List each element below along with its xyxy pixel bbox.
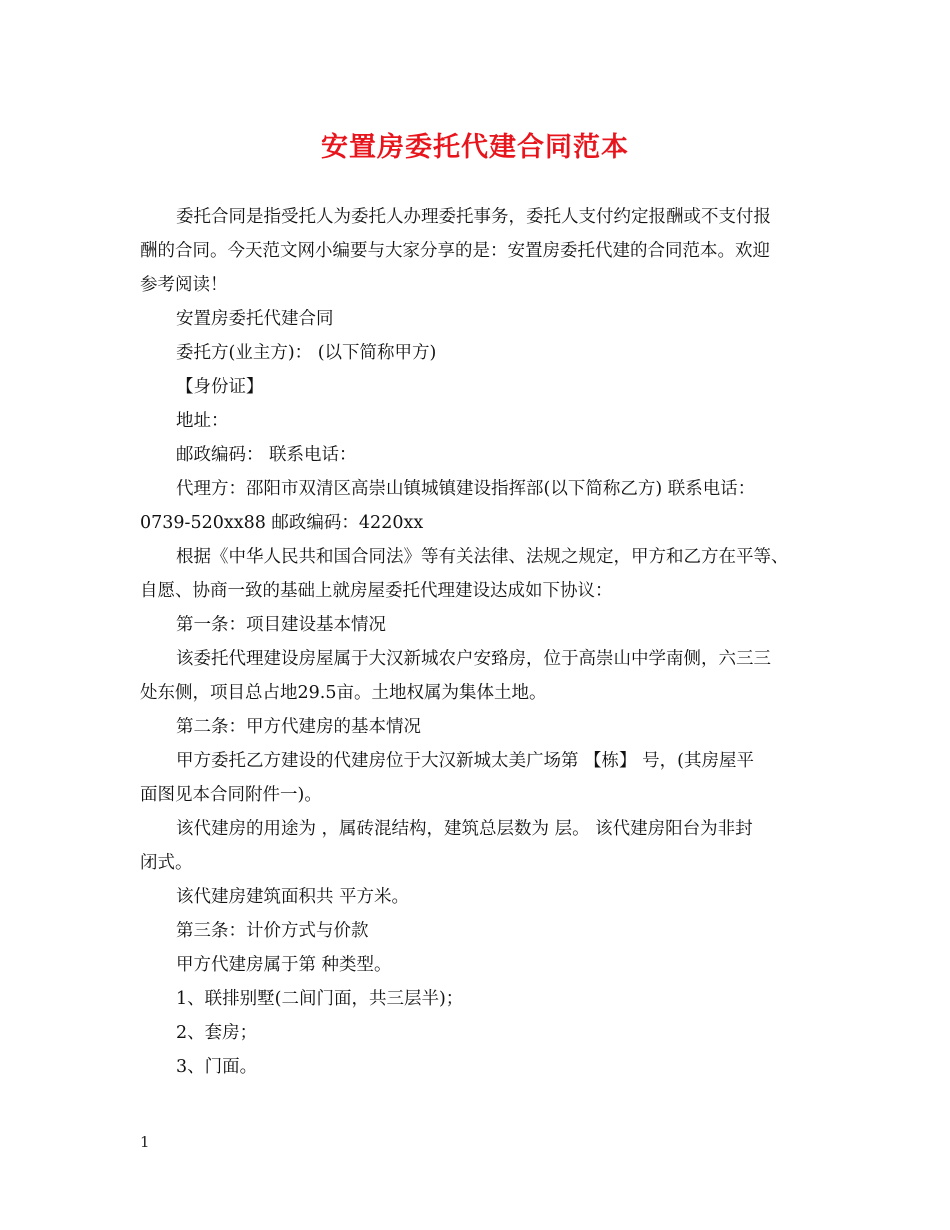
paragraph <box>140 438 812 472</box>
paragraph <box>140 608 812 642</box>
paragraph <box>140 744 812 812</box>
page-number: 1 <box>140 1133 150 1151</box>
document-title: 安置房委托代建合同范本 <box>321 132 629 163</box>
paragraph-line: 2、套房； <box>176 1023 258 1043</box>
paragraph-line: 邮政编码： 联系电话： <box>176 445 357 465</box>
paragraph-line: 处东侧，项目总占地29.5亩。土地权属为集体土地。 <box>140 683 547 703</box>
paragraph <box>140 812 812 880</box>
paragraph <box>140 336 812 370</box>
paragraph-line: 代理方：邵阳市双清区高崇山镇城镇建设指挥部(以下简称乙方) 联系电话： <box>176 479 756 499</box>
paragraph-line: 【身份证】 <box>176 377 264 397</box>
paragraph <box>140 982 812 1016</box>
paragraph <box>140 1050 812 1084</box>
paragraph <box>140 914 812 948</box>
paragraph <box>140 1016 812 1050</box>
paragraph-line: 0739-520xx88 邮政编码：4220xx <box>140 513 424 533</box>
paragraph-line: 参考阅读！ <box>140 275 228 295</box>
paragraph-line: 甲方代建房属于第 种类型。 <box>176 955 392 975</box>
paragraph-line: 委托合同是指受托人为委托人办理委托事务，委托人支付约定报酬或不支付报 <box>176 207 771 227</box>
paragraph <box>140 200 812 302</box>
paragraph-line: 该委托代理建设房屋属于大汉新城农户安臵房，位于高崇山中学南侧，六三三 <box>176 649 771 669</box>
paragraph-line: 3、门面。 <box>176 1057 258 1077</box>
paragraph-line: 地址： <box>176 411 229 431</box>
paragraph-line: 面图见本合同附件一)。 <box>140 785 322 805</box>
paragraph-line: 第二条：甲方代建房的基本情况 <box>176 717 421 737</box>
paragraph <box>140 642 812 710</box>
document-body <box>140 200 812 1084</box>
paragraph <box>140 302 812 336</box>
paragraph-line: 1、联排别墅(二间门面，共三层半)； <box>176 989 464 1009</box>
paragraph <box>140 472 812 540</box>
paragraph-line: 安置房委托代建合同 <box>176 309 334 329</box>
paragraph <box>140 404 812 438</box>
paragraph-line: 自愿、协商一致的基础上就房屋委托代理建设达成如下协议： <box>140 581 613 601</box>
paragraph-line: 第三条：计价方式与价款 <box>176 921 369 941</box>
paragraph-line: 该代建房建筑面积共 平方米。 <box>176 887 410 907</box>
paragraph-line: 第一条：项目建设基本情况 <box>176 615 386 635</box>
paragraph-line: 该代建房的用途为 ，属砖混结构，建筑总层数为 层。 该代建房阳台为非封 <box>176 819 753 839</box>
paragraph <box>140 948 812 982</box>
paragraph <box>140 370 812 404</box>
paragraph-line: 甲方委托乙方建设的代建房位于大汉新城太美广场第 【栋】 号，(其房屋平 <box>176 751 754 771</box>
paragraph <box>140 540 812 608</box>
paragraph-line: 委托方(业主方)： (以下简称甲方) <box>176 343 437 363</box>
paragraph-line: 闭式。 <box>140 853 193 873</box>
paragraph <box>140 880 812 914</box>
paragraph <box>140 710 812 744</box>
paragraph-line: 根据《中华人民共和国合同法》等有关法律、法规之规定，甲方和乙方在平等、 <box>176 547 789 567</box>
paragraph-line: 酬的合同。今天范文网小编要与大家分享的是：安置房委托代建的合同范本。欢迎 <box>140 241 770 261</box>
